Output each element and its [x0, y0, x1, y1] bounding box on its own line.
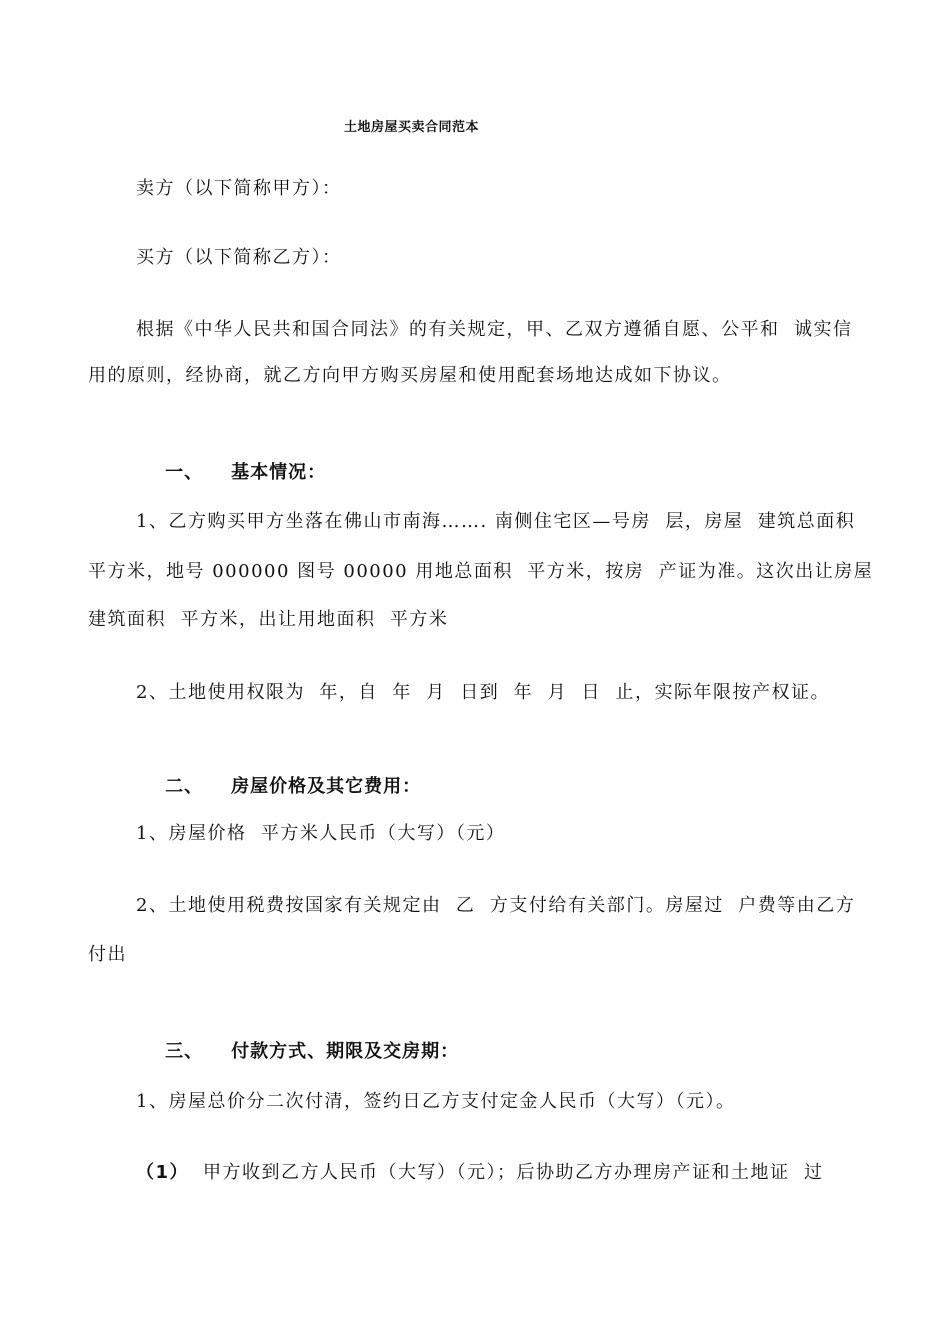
section-2-item-1: 1、房屋价格 平方米人民币（大写）（元） [136, 823, 506, 844]
section-2-item-2-line-1: 2、土地使用税费按国家有关规定由 乙 方支付给有关部门。房屋过 户费等由乙方 [136, 895, 856, 916]
preamble-line-1: 根据《中华人民共和国合同法》的有关规定，甲、乙双方遵循自愿、公平和 诚实信 [136, 319, 853, 340]
section-3-number: 三、 [165, 1041, 204, 1062]
section-3-sub-item-1 [136, 1162, 823, 1184]
section-1-item-1-line-1: 1、乙方购买甲方坐落在佛山市南海……. 南侧住宅区—号房 层，房屋 建筑总面积 [136, 511, 856, 532]
section-2-item-2-line-2: 付出 [88, 944, 127, 965]
section-1-number: 一、 [165, 462, 204, 483]
section-3-heading [136, 1019, 459, 1085]
section-3-title: 付款方式、期限及交房期： [231, 1041, 460, 1062]
seller-line: 卖方（以下简称甲方）： [136, 178, 342, 199]
section-1-item-1-line-3: 建筑面积 平方米，出让用地面积 平方米 [88, 609, 449, 630]
section-2-number: 二、 [165, 776, 204, 797]
section-3-item-1: 1、房屋总价分二次付清，签约日乙方支付定金人民币（大写）（元）。 [136, 1091, 736, 1112]
section-2-heading [136, 754, 421, 820]
section-3-sub-item-1-text: 甲方收到乙方人民币（大写）（元）；后协助乙方办理房产证和土地证 过 [203, 1162, 824, 1183]
section-3-sub-item-1-number: （1） [136, 1162, 190, 1183]
section-1-heading [136, 440, 326, 506]
section-1-title: 基本情况： [231, 462, 327, 483]
section-1-item-2: 2、土地使用权限为 年，自 年 月 日到 年 月 日 止，实际年限按产权证。 [136, 682, 830, 703]
preamble-line-2: 用的原则，经协商，就乙方向甲方购买房屋和使用配套场地达成如下协议。 [88, 365, 732, 386]
buyer-line: 买方（以下简称乙方）： [136, 247, 342, 268]
document-title: 土地房屋买卖合同范本 [344, 120, 480, 135]
section-1-item-1-line-2: 平方米，地号 000000 图号 00000 用地总面积 平方米，按房 产证为准。这次出让房屋 [88, 561, 874, 582]
section-2-title: 房屋价格及其它费用： [231, 776, 422, 797]
